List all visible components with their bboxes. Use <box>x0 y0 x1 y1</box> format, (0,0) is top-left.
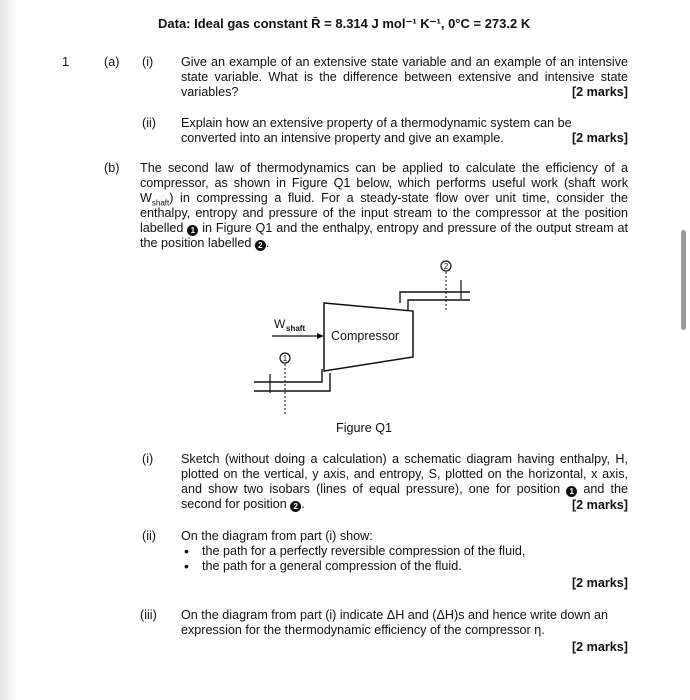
data-header-prefix: Data: Ideal gas constant <box>158 16 312 31</box>
part-b-i-label: (i) <box>142 452 154 466</box>
outlet-pipe-upper <box>400 292 470 303</box>
compressor-label: Compressor <box>331 329 400 343</box>
outlet-marker-2 <box>441 261 451 271</box>
position-2-marker: 2 <box>255 240 266 251</box>
r-bar-symbol: R̄ <box>311 16 321 31</box>
isobar-position-1-marker: 1 <box>566 486 577 497</box>
part-a-i-marks: [2 marks] <box>571 85 628 99</box>
part-b-ii-text: On the diagram from part (i) show: <box>181 529 373 543</box>
vertical-scrollbar[interactable] <box>681 230 686 330</box>
inlet-marker-1-label: 1 <box>282 354 288 363</box>
part-b-i-text-1: Sketch (without doing a calculation) a schematic diagram having enthalpy, H, plotted on the vertical, y axis, and entropy, S, plotted on the horizontal, x axis, and show two isobars (lines of equal pressure), one for position <box>181 452 628 496</box>
part-b-ii-bullet-list <box>182 544 525 574</box>
part-b-ii-label: (ii) <box>142 529 156 543</box>
outlet-marker-2-label: 2 <box>443 262 449 271</box>
part-b-label: (b) <box>104 161 120 175</box>
part-b-iii-marks: [2 marks] <box>571 640 628 654</box>
part-a-label: (a) <box>104 55 120 69</box>
part-a-ii-text: Explain how an extensive property of a thermodynamic system can be converted into an intensive property and give an example. <box>181 116 572 145</box>
bullet-item: • the path for a perfectly reversible compression of the fluid, <box>182 544 525 559</box>
part-b-i-text <box>181 452 628 512</box>
part-b-ii-marks: [2 marks] <box>571 576 628 590</box>
part-a-i-label: (i) <box>142 55 154 69</box>
part-a-ii-label: (ii) <box>142 116 156 130</box>
outlet-pipe-lower <box>408 300 470 312</box>
data-header-suffix: = 8.314 J mol⁻¹ K⁻¹, 0°C = 273.2 K <box>320 16 531 31</box>
figure-caption: Figure Q1 <box>336 421 392 435</box>
part-b-intro-sub: shaft <box>151 198 170 208</box>
w-shaft-label-sub: shaft <box>286 324 306 333</box>
question-number: 1 <box>62 55 70 69</box>
inlet-marker-1 <box>280 353 290 363</box>
position-1-marker: 1 <box>187 225 198 236</box>
bullet-item: • the path for a general compression of the fluid. <box>182 559 525 574</box>
w-shaft-label-main: W <box>274 317 286 331</box>
part-b-iii-label: (iii) <box>140 608 157 622</box>
part-b-intro-1: The second law of thermodynamics can be applied to calculate the efficiency of a compressor, as shown in Figure Q1 below, which performs useful work (shaft work W <box>140 161 628 205</box>
part-b-intro-3: in Figure Q1 and the enthalpy, entropy and pressure of the output stream at the position labelled <box>140 221 628 250</box>
part-b-i-marks: [2 marks] <box>571 498 628 512</box>
part-a-i-text: Give an example of an extensive state variable and an example of an intensive state variable. What is the difference between extensive and intensive state variables? <box>181 55 628 99</box>
part-b-intro-4: . <box>265 236 270 250</box>
part-a-ii-marks: [2 marks] <box>571 131 628 145</box>
part-b-intro-2: ) in compressing a fluid. For a steady-state flow over unit time, consider the enthalpy, entropy and pressure of the input stream to the compressor at the position labelled <box>140 191 628 235</box>
shaft-arrowhead <box>317 333 324 339</box>
part-b-iii-text: On the diagram from part (i) indicate ΔH and (ΔH)s and hence write down an expression for the thermodynamic efficiency of the compressor η. <box>181 608 609 637</box>
part-b-i-text-2: and the second for position <box>181 482 628 511</box>
part-b-i-text-3: . <box>301 497 305 511</box>
inlet-pipe-upper <box>254 369 322 382</box>
isobar-position-2-marker: 2 <box>290 501 301 512</box>
